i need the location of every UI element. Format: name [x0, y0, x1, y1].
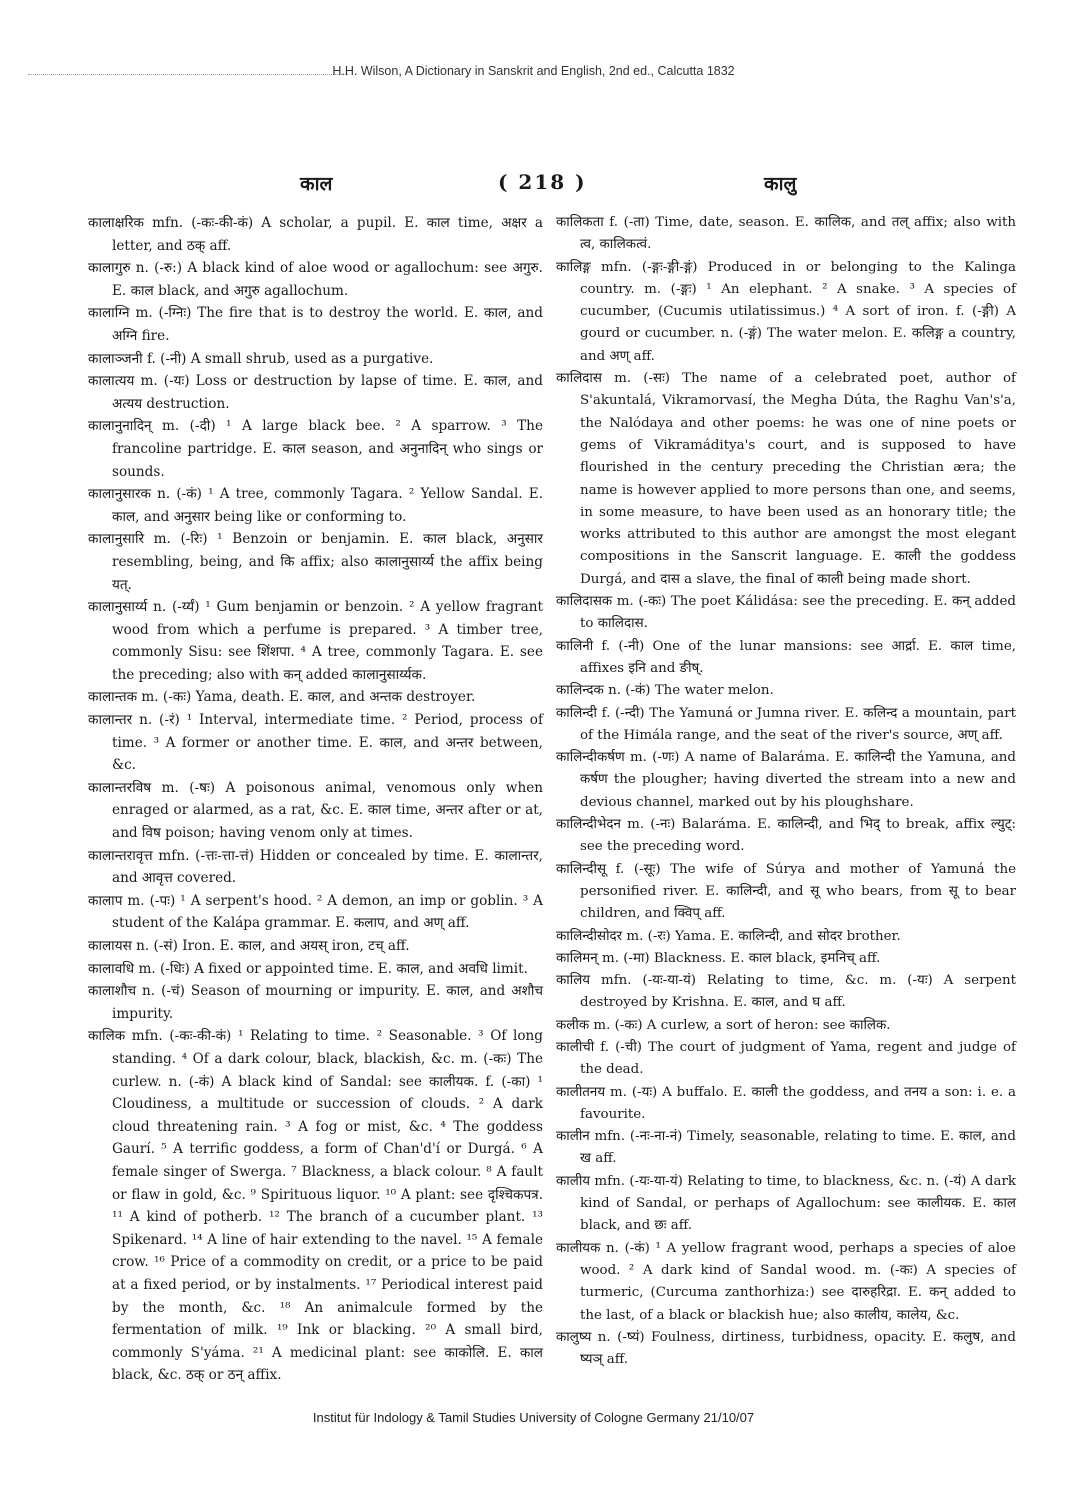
left-running-headword: काल [300, 173, 333, 195]
dictionary-entry: कालाप m. (-पः) ¹ A serpent's hood. ² A demon, an imp or goblin. ³ A student of the Kalápa grammar. E. कलाप, and अण् aff. [88, 892, 543, 932]
dictionary-entry: कालीतनय m. (-यः) A buffalo. E. काली the goddess, and तनय a son: i. e. a favourite. [556, 1084, 1016, 1122]
footer-credit: Institut für Indology & Tamil Studies University of Cologne Germany 21/10/07 [312, 1410, 755, 1425]
dictionary-entry: कालान्तरविष m. (-षः) A poisonous animal, venomous only when enraged or alarmed, as a rat, &c. E. काल time, अन्तर after or at, and विष poison; having venom only at times. [88, 779, 543, 842]
dictionary-entry: कालानुनादिन् m. (-दी) ¹ A large black bee. ² A sparrow. ³ The francoline partridge. E. काल season, and अनुनादिन् who sings or sounds. [88, 418, 543, 480]
dictionary-entry: कालिदास m. (-सः) The name of a celebrated poet, author of S'akuntalá, Vikramorvasí, the Megha Dúta, the Raghu Van's'a, the Nalódaya and other poems: he was one of nine poets or gems of Vikramáditya's court, and is supposed to have flourished in the century preceding the Christian æra; the name is however applied to more persons than one, and seems, in some measure, to have been used as an honorary title; the works attributed to this author are amongst the most elegant compositions in the Sanscrit language. E. काली the goddess Durgá, and दास a slave, the final of काली being made short. [556, 371, 1016, 587]
page-header [0, 170, 1067, 200]
right-column [556, 212, 1016, 1371]
dictionary-entry: कालान्तक m. (-कः) Yama, death. E. काल, and अन्तक destroyer. [88, 689, 476, 706]
dictionary-entry: कालिन्दी f. (-न्दी) The Yamuná or Jumna river. E. कलिन्द a mountain, part of the Himála range, and the seat of the river's source, अण् aff. [556, 705, 1016, 743]
dictionary-entry: कालीय mfn. (-यः-या-यं) Relating to time, to blackness, &c. n. (-यं) A dark kind of Sandal, or perhaps of Agallochum: see कालीयक. E. काल black, and छः aff. [556, 1173, 1016, 1234]
dictionary-entry: कालागुरु n. (-रु:) A black kind of aloe wood or agallochum: see अगुरु. E. काल black, and अगुरु agallochum. [88, 260, 543, 299]
dictionary-entry: कलीक m. (-कः) A curlew, a sort of heron: see कालिक. [556, 1017, 891, 1033]
dictionary-entry: कालानुसार्य्य n. (-र्य्यं) ¹ Gum benjamin or benzoin. ² A yellow fragrant wood from which a perfume is prepared. ³ A timber tree, commonly Sisu: see शिंशपा. ⁴ A tree, commonly Tagara. E. see the preceding; also with कन् added कालानुसार्य्यक. [88, 599, 543, 683]
dictionary-entry: कालिमन् m. (-मा) Blackness. E. काल black, इमनिच् aff. [556, 950, 881, 966]
dictionary-entry: कालायस n. (-सं) Iron. E. काल, and अयस् iron, टच् aff. [88, 938, 410, 954]
dictionary-entry: कालानुसारक n. (-कं) ¹ A tree, commonly Tagara. ² Yellow Sandal. E. काल, and अनुसार being like or conforming to. [88, 486, 543, 525]
dictionary-entry: कालाञ्जनी f. (-नी) A small shrub, used as a purgative. [88, 350, 434, 367]
dictionary-entry: कालान्तर n. (-रं) ¹ Interval, intermediate time. ² Period, process of time. ³ A former or another time. E. काल, and अन्तर between, &c. [88, 712, 543, 774]
dictionary-entry: कालिन्दीकर्षण m. (-णः) A name of Balaráma. E. कालिन्दी the Yamuna, and कर्षण the plougher; having diverted the stream into a new and devious channel, marked out by his ploughshare. [556, 750, 1016, 810]
dictionary-entry: कालिङ्ग mfn. (-ङ्गः-ङ्गी-ङ्गं) Produced in or belonging to the Kalinga country. m. (-ङ्गः) ¹ An elephant. ² A snake. ³ A species of cucumber, (Cucumis utilatissimus.) ⁴ A sort of iron. f. (-ङ्गी) A gourd or cucumber. n. (-ङ्गं) The water melon. E. कलिङ्ग a country, and अण् aff. [556, 259, 1016, 364]
source-citation: H.H. Wilson, A Dictionary in Sanskrit and English, 2nd ed., Calcutta 1832 [332, 64, 735, 78]
page-number: ( 218 ) [498, 170, 587, 194]
dictionary-entry: कालिक mfn. (-कः-की-कं) ¹ Relating to time. ² Seasonable. ³ Of long standing. ⁴ Of a dark colour, black, blackish, &c. m. (-कः) The curlew. n. (-कं) A black kind of Sandal: see कालीयक. f. (-का) ¹ Cloudiness, a multitude or succession of clouds. ² A dark cloud threatening rain. ³ A fog or mist, &c. ⁴ The goddess Gaurí. ⁵ A terrific goddess, a form of Chan'd'í or Durgá. ⁶ A female singer of Swerga. ⁷ Blackness, a black colour. ⁸ A fault or flaw in gold, &c. ⁹ Spirituous liquor. ¹⁰ A plant: see दृश्चिकपत्र. ¹¹ A kind of potherb. ¹² The branch of a cucumber plant. ¹³ Spikenard. ¹⁴ A line of hair extending to the navel. ¹⁵ A female crow. ¹⁶ Price of a commodity on credit, or a price to be paid at a fixed period, or by instalments. ¹⁷ Periodical interest paid by the month, &c. ¹⁸ An animalcule formed by the fermentation of milk. ¹⁹ Ink or blacking. ²⁰ A small bird, commonly S'yáma. ²¹ A medicinal plant: see काकोलि. E. काल black, &c. ठक् or ठन् affix. [88, 1028, 543, 1384]
dictionary-entry: कालानुसारि m. (-रिः) ¹ Benzoin or benjamin. E. काल black, अनुसार resembling, being, and कि affix; also कालानुसार्य्य the affix being यत्. [88, 531, 543, 593]
dictionary-entry: कालिकता f. (-ता) Time, date, season. E. कालिक, and तल् affix; also with त्व, कालिकत्वं. [556, 215, 1016, 253]
dictionary-entry: कालिन्दीसू f. (-सूः) The wife of Súrya and mother of Yamuná the personified river. E. कालिन्दी, and सू who bears, from सू to bear children, and क्विप् aff. [556, 861, 1016, 922]
dictionary-entry: कालिय mfn. (-यः-या-यं) Relating to time, &c. m. (-यः) A serpent destroyed by Krishna. E. काल, and घ aff. [556, 973, 1016, 1011]
dictionary-entry: कालात्यय m. (-यः) Loss or destruction by lapse of time. E. काल, and अत्यय destruction. [88, 373, 543, 412]
dictionary-entry: कालावधि m. (-धिः) A fixed or appointed time. E. काल, and अवधि limit. [88, 960, 528, 977]
dictionary-entry: कालाक्षरिक mfn. (-कः-की-कं) A scholar, a pupil. E. काल time, अक्षर a letter, and ठक् aff. [88, 215, 543, 254]
dictionary-entry: कालिन्दीभेदन m. (-नः) Balaráma. E. कालिन्दी, and भिद् to break, affix ल्युट्: see the preceding word. [556, 817, 1016, 855]
dictionary-entry: कालुष्य n. (-ष्यं) Foulness, dirtiness, turbidness, opacity. E. कलुष, and ष्यञ् aff. [556, 1329, 1016, 1368]
dictionary-entry: कालिन्दीसोदर m. (-रः) Yama. E. कालिन्दी, and सोदर brother. [556, 928, 901, 944]
left-column [88, 212, 543, 1387]
dictionary-entry: कालाग्नि m. (-ग्निः) The fire that is to destroy the world. E. काल, and अग्नि fire. [88, 305, 543, 344]
dictionary-entry: कालिन्दक n. (-कं) The water melon. [556, 683, 774, 699]
dictionary-entry: कालीन mfn. (-नः-ना-नं) Timely, seasonable, relating to time. E. काल, and ख aff. [556, 1129, 1016, 1167]
dictionary-entry: कालीयक n. (-कं) ¹ A yellow fragrant wood, perhaps a species of aloe wood. ² A dark kind of Sandal wood. m. (-कः) A species of turmeric, (Curcuma zanthorhiza:) see दारुहरिद्रा. E. कन् added to the last, of a black or blackish hue; also कालीय, कालेय, &c. [556, 1240, 1016, 1323]
dictionary-entry: कालाशौच n. (-चं) Season of mourning or impurity. E. काल, and अशौच impurity. [88, 983, 543, 1022]
dictionary-entry: कालिनी f. (-नी) One of the lunar mansions: see आर्द्रा. E. काल time, affixes इनि and ङीष्. [556, 638, 1016, 676]
right-running-headword: कालु [764, 173, 797, 195]
dictionary-entry: कालीची f. (-ची) The court of judgment of Yama, regent and judge of the dead. [556, 1039, 1016, 1078]
dictionary-entry: कालान्तरावृत्त mfn. (-त्तः-त्ता-त्तं) Hidden or concealed by time. E. कालान्तर, and आवृत्त covered. [88, 847, 543, 887]
dictionary-entry: कालिदासक m. (-कः) The poet Kálidása: see the preceding. E. कन् added to कालिदास. [556, 594, 1016, 632]
